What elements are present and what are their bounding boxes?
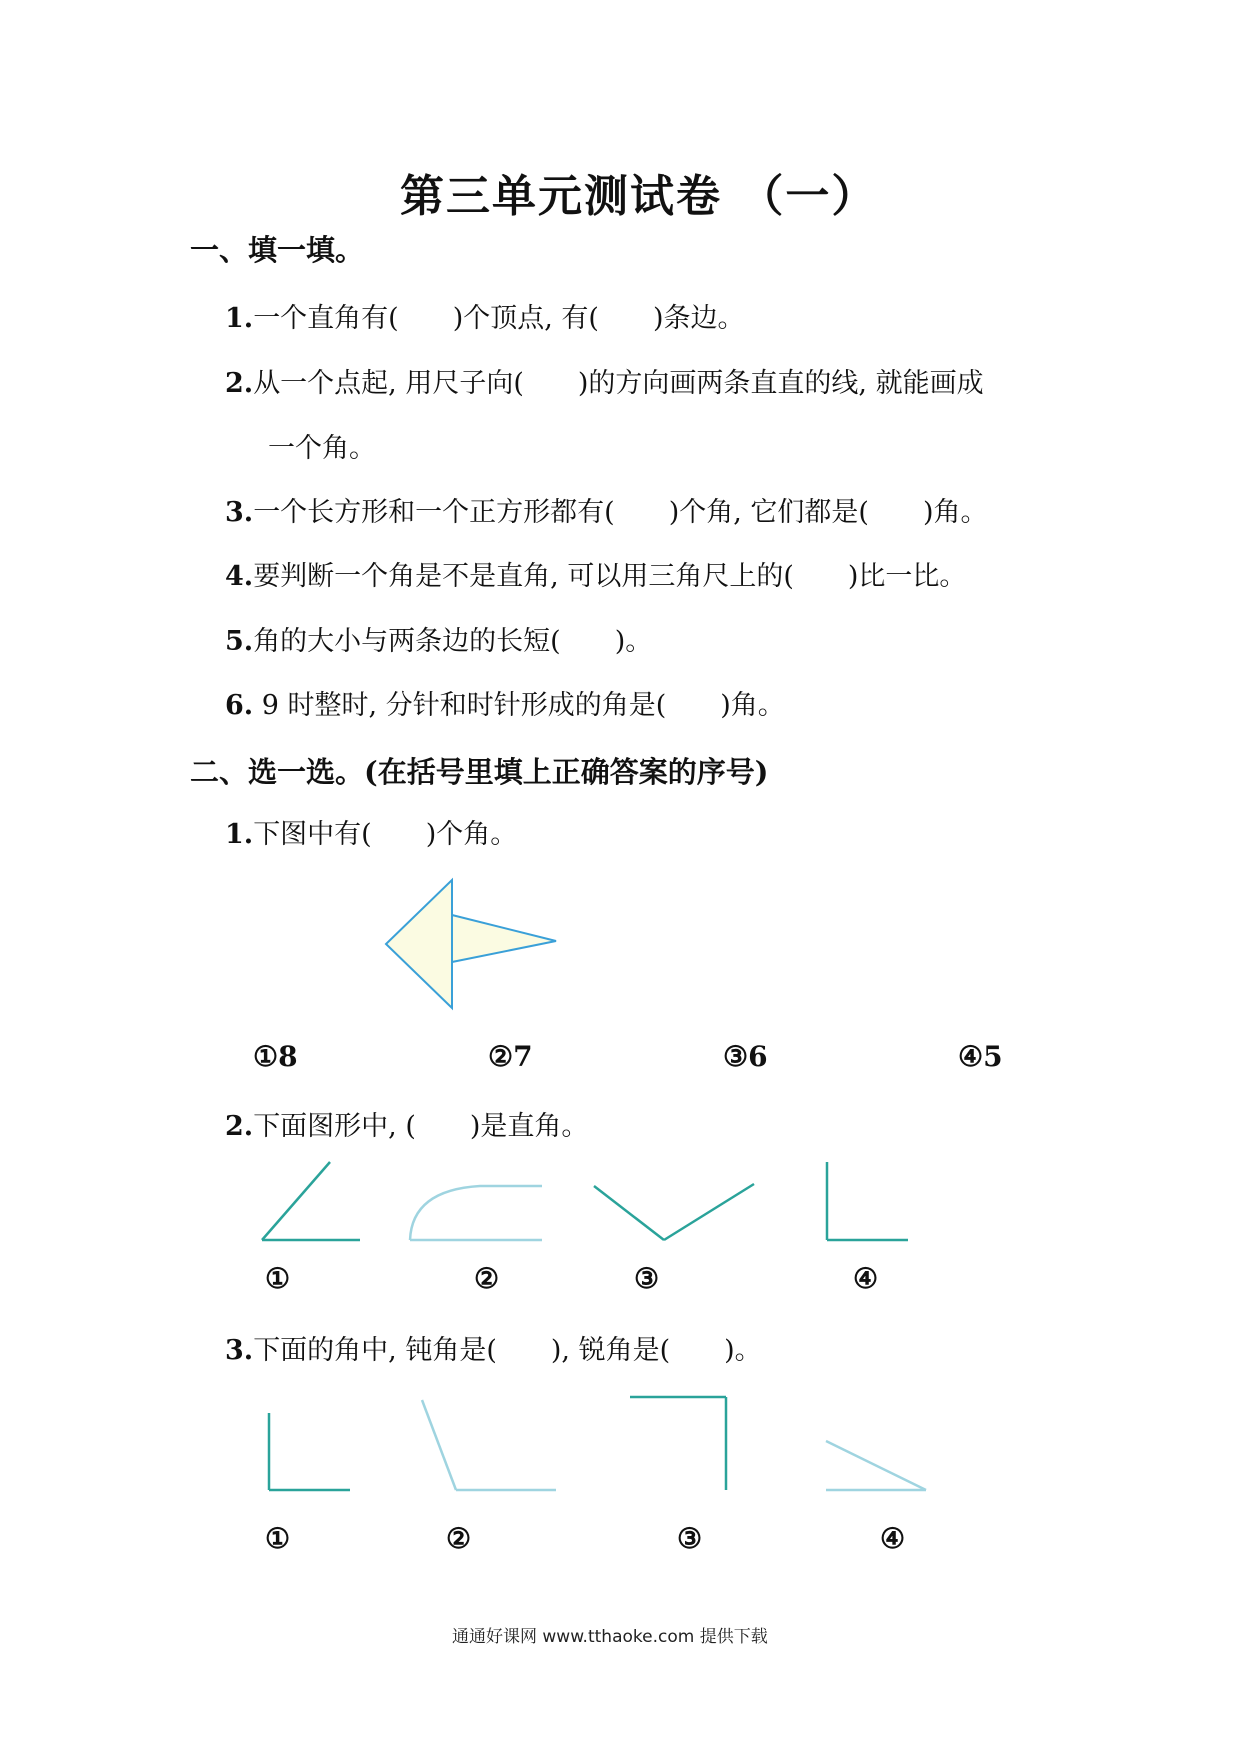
figure-obtuse-angle [422, 1400, 556, 1490]
figure-right-angle-2 [630, 1397, 726, 1490]
question-text: 下面的角中, 钝角是( ), 锐角是( )。 [253, 1335, 762, 1366]
question-number: 2. [225, 1111, 254, 1142]
question-number: 2. [225, 368, 254, 399]
question-number: 5. [225, 626, 254, 657]
section-2-heading: 二、选一选。(在括号里填上正确答案的序号) [190, 755, 769, 789]
question-number: 1. [225, 819, 254, 850]
question-text: 一个长方形和一个正方形都有( )个角, 它们都是( )角。 [253, 497, 988, 528]
section-1-heading: 一、填一填。 [190, 233, 365, 267]
label-2-2-d: ④ [853, 1262, 879, 1295]
option-2-1-a: ①8 [253, 1040, 298, 1073]
label-2-3-d: ④ [880, 1522, 906, 1555]
figure-right-angle-1 [269, 1413, 350, 1490]
page-title: 第三单元测试卷 （一） [400, 171, 878, 222]
question-text: 要判断一个角是不是直角, 可以用三角尺上的( )比一比。 [253, 561, 967, 592]
footer-text: 通通好课网 www.tthaoke.com 提供下载 [452, 1627, 768, 1647]
question-number: 4. [225, 561, 254, 592]
question-text: 9 时整时, 分针和时针形成的角是( )角。 [253, 690, 785, 721]
question-1-2-continuation: 一个角。 [268, 433, 376, 464]
label-2-3-a: ① [265, 1522, 291, 1555]
question-number: 1. [225, 303, 254, 334]
question-number: 3. [225, 497, 254, 528]
label-2-2-b: ② [474, 1262, 500, 1295]
question-number: 6. [225, 690, 254, 721]
label-2-2-c: ③ [634, 1262, 660, 1295]
question-text: 下面图形中, ( )是直角。 [253, 1111, 589, 1142]
question-text: 一个直角有( )个顶点, 有( )条边。 [253, 303, 745, 334]
question-text: 从一个点起, 用尺子向( )的方向画两条直直的线, 就能画成 [253, 368, 984, 399]
option-2-1-b: ②7 [488, 1040, 533, 1073]
question-text: 角的大小与两条边的长短( )。 [253, 626, 653, 657]
label-2-3-b: ② [446, 1522, 472, 1555]
figure-acute-angle [826, 1441, 926, 1490]
question-number: 3. [225, 1335, 254, 1366]
question-text: 下图中有( )个角。 [253, 819, 518, 850]
option-2-1-c: ③6 [723, 1040, 768, 1073]
option-2-1-d: ④5 [958, 1040, 1003, 1073]
label-2-2-a: ① [265, 1262, 291, 1295]
label-2-3-c: ③ [677, 1522, 703, 1555]
